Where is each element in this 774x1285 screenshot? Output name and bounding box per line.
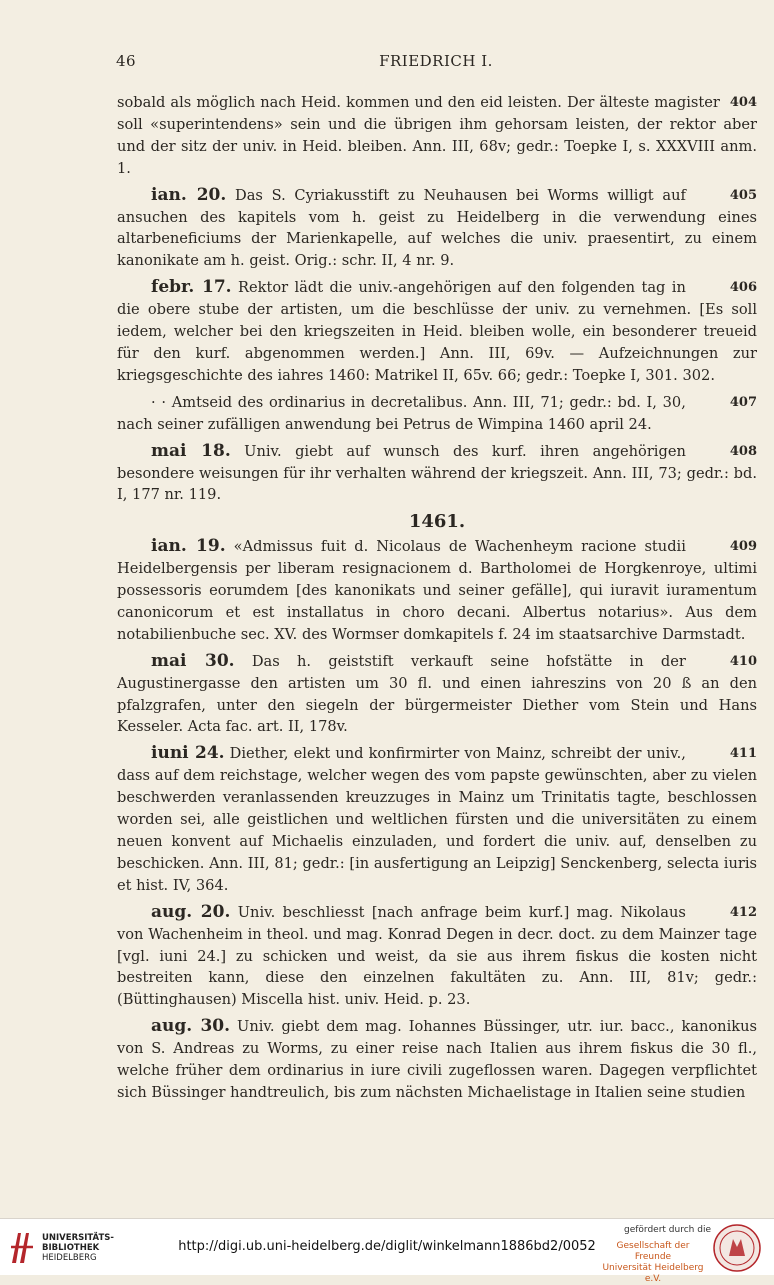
library-name-line1: UNIVERSITÄTS- — [42, 1233, 114, 1243]
entry-410 — [117, 651, 757, 739]
entry-412 — [117, 902, 757, 1012]
funding-org-line1: Gesellschaft der Freunde — [616, 1241, 690, 1262]
register-number: 409 — [729, 539, 757, 555]
entry-409 — [117, 536, 757, 646]
entry-405 — [117, 185, 757, 273]
register-number: 410 — [729, 653, 757, 669]
entry-404 — [117, 92, 757, 180]
entry-date: aug. 20. — [151, 901, 231, 922]
document-body — [117, 92, 757, 1109]
entry-406 — [117, 277, 757, 387]
entry-date: ian. 20. — [151, 184, 227, 205]
entry-text: «Admissus fuit d. Nicolaus de Wachenheym racione studii Heidelbergensis per liberam resignacionem d. Bartholomei de Horgkenroye, ultimi possessoris eorumdem [des kanonikats und seiner gefälle], qui iuravit iuramentum canonicorum et est installatus in choro decani. Albertus notarius». Aus dem notabilienbuche sec. XV. des Wormser domkapitels f. 24 im staatsarchive Darmstadt. — [117, 538, 757, 643]
entry-text: Univ. beschliesst [nach anfrage beim kurf.] mag. Nikolaus von Wachenheim in theol. und mag. Konrad Degen in decr. doct. zu dem Mainzer tage [vgl. iuni 24.] zu schicken und weist, da sie aus ihrem fiskus die kosten nicht bestreiten kann, diese den einzelnen fakultäten zu. Ann. III, 81v; gedr.: (Büttinghausen) Miscella hist. univ. Heid. p. 23. — [117, 903, 757, 1009]
entry-date: mai 18. — [151, 440, 231, 461]
entry-date: febr. 17. — [151, 277, 232, 298]
viewer-footer — [0, 1218, 774, 1284]
funding-label: gefördert durch die — [624, 1225, 711, 1235]
register-number: 408 — [729, 443, 757, 459]
entry-date: mai 30. — [151, 650, 235, 671]
register-number: 404 — [729, 95, 757, 110]
entry-407 — [117, 392, 757, 436]
running-title: FRIEDRICH I. — [379, 52, 493, 70]
library-name-line3: HEIDELBERG — [42, 1253, 97, 1263]
entry-411 — [117, 743, 757, 896]
entry-text: Univ. giebt auf wunsch des kurf. ihren angehörigen besondere weisungen für ihr verhalten während der kriegszeit. Ann. III, 73; gedr.: bd. I, 177 nr. 119. — [117, 442, 757, 504]
entry-date: aug. 30. — [151, 1016, 231, 1037]
entry-date: iuni 24. — [151, 743, 225, 764]
entry-text: sobald als möglich nach Heid. kommen und den eid leisten. Der älteste magister soll «superintendens» sein und die übrigen ihm gehorsam leisten, der rektor aber und der sitz der univ. in Heid. bleiben. Ann. III, 68v; gedr.: Toepke I, s. XXXVIII anm. 1. — [117, 94, 757, 177]
library-name-line2: BIBLIOTHEK — [42, 1243, 100, 1253]
register-number: 406 — [729, 280, 757, 296]
entry-413 — [117, 1016, 757, 1104]
funding-org-line2: Universität Heidelberg e.V. — [602, 1263, 704, 1284]
register-number: 405 — [729, 187, 757, 203]
entry-text: Amtseid des ordinarius in decretalibus. Ann. III, 71; gedr.: bd. I, 30, nach seiner zufälligen anwendung bei Petrus de Wimpina 1460 april 24. — [117, 393, 686, 433]
entry-text: Das h. geiststift verkauft seine hofstätte in der Augustinergasse den artisten um 30 fl. und einen iahreszins von 20 ß an den pfalzgrafen, unter den siegeln der bürgermeister Diether vom Stein und Hans Kesseler. Acta fac. art. II, 178v. — [117, 652, 757, 736]
university-seal-icon — [712, 1223, 762, 1273]
entry-date: · · — [151, 393, 166, 411]
entry-text: Rektor lädt die univ.-angehörigen auf den folgenden tag in die obere stube der artisten, um die beschlüsse der univ. zu vernehmen. [Es soll iedem, welcher bei den kriegszeiten in Heid. bleiben wolle, ein besonderer treueid für den kurf. abgenommen werden.] Ann. III, 69v. — Aufzeichnungen zur kriegsgeschichte des iahres 1460: Matrikel II, 65v. 66; gedr.: Toepke I, 301. 302. — [117, 279, 757, 384]
page-header — [116, 52, 756, 74]
page-number: 46 — [116, 52, 137, 70]
entry-408 — [117, 441, 757, 507]
entry-text: Univ. giebt dem mag. Iohannes Büssinger, utr. iur. bacc., kanonikus von S. Andreas zu Worms, zu einer reise nach Italien aus ihrem fiskus die 30 fl., welche früher dem ordinarius in iure civili zugeflossen waren. Dagegen verpflichtet sich Büssinger handtreulich, bis zum nächsten Michaelistage in Italien seine studien — [117, 1018, 757, 1101]
entry-date: ian. 19. — [151, 536, 226, 557]
funding-organization — [598, 1241, 708, 1285]
entry-text: Diether, elekt und konfirmirter von Mainz, schreibt der univ., dass auf dem reichstage, welcher wegen des vom papste gewünschten, aber zu vielen beschwerden veranlassenden kreuzzuges in Mainz um Trinitatis tagte, beschlossen worden sei, alle geistlichen und weltlichen fürsten und die universitäten zu einem neuen konvent auf Michaelis einzuladen, und fordert die univ. auf, denselben zu beschicken. Ann. III, 81; gedr.: [in ausfertigung an Leipzig] Senckenberg, selecta iuris et hist. IV, 364. — [117, 745, 757, 894]
register-number: 411 — [729, 746, 757, 762]
year-heading: 1461. — [408, 511, 466, 533]
entry-text: Das S. Cyriakusstift zu Neuhausen bei Worms willigt auf ansuchen des kapitels vom h. geist zu Heidelberg in die verwendung eines altarbeneficiums der Marienkapelle, auf welches die univ. praesentirt, zu einem kanonikate am h. geist. Orig.: schr. II, 4 nr. 9. — [117, 186, 757, 270]
permalink-url[interactable]: http://digi.ub.uni-heidelberg.de/diglit/winkelmann1886bd2/0052 — [178, 1239, 596, 1254]
register-number: 407 — [729, 394, 757, 410]
register-number: 412 — [729, 904, 757, 920]
